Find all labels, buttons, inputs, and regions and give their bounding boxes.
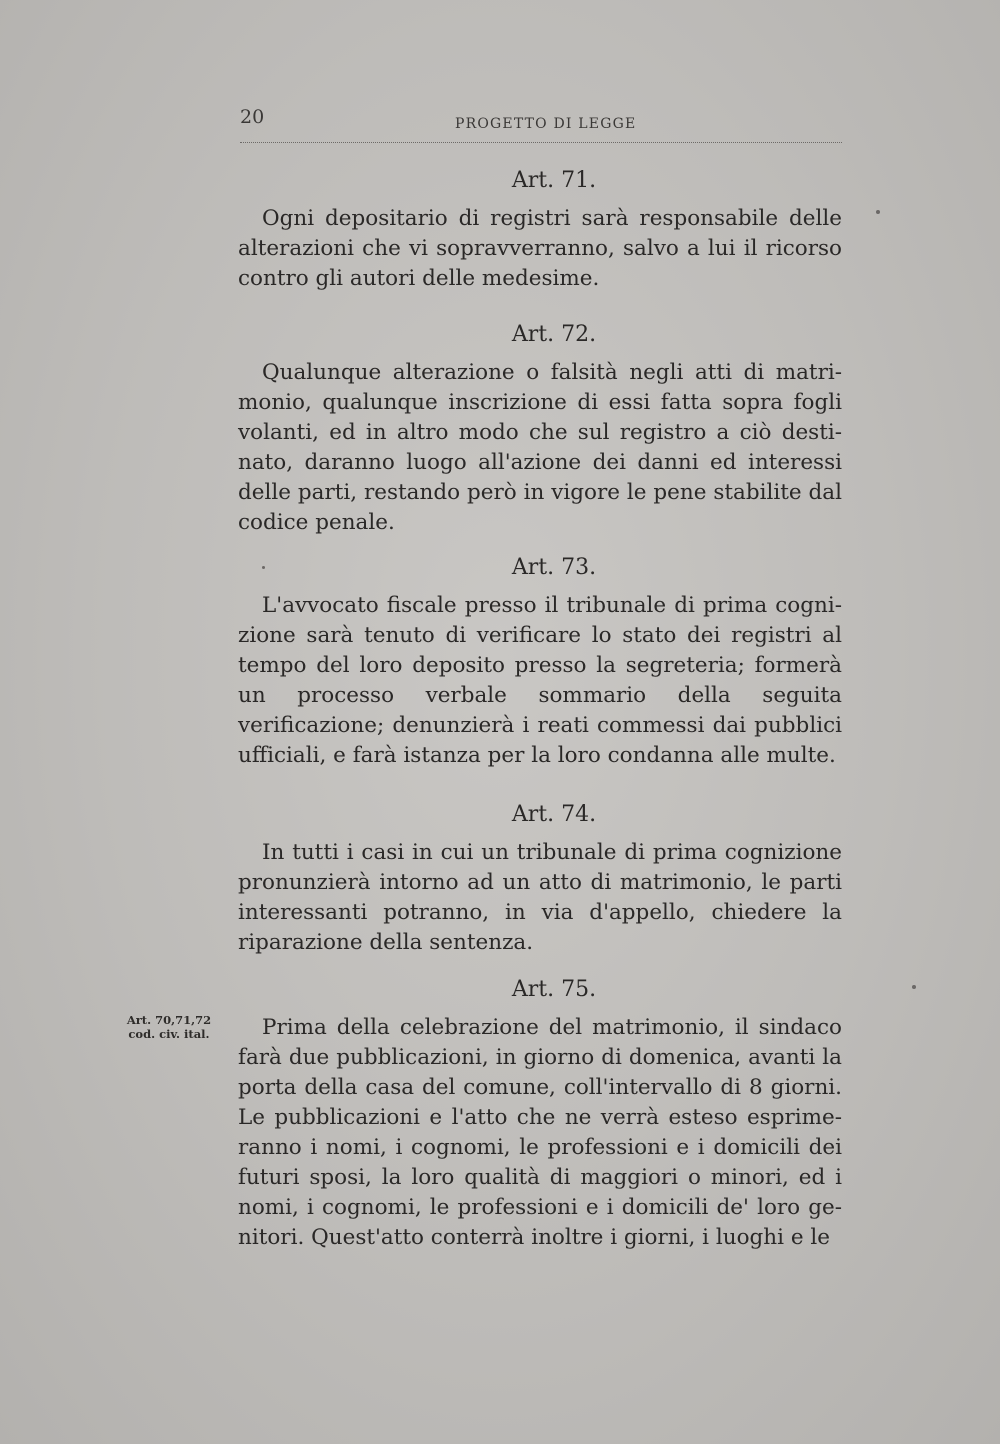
paper-speck bbox=[876, 210, 880, 214]
article-73 bbox=[238, 553, 842, 771]
article-text: L'avvocato fiscale presso il tribunale di prima cognizione sarà tenuto di verificare lo stato dei registri al tempo del loro deposito presso la segreteria; formerà un processo verbale sommario della seguita verificazione; denunzierà i reati commessi dai pubblici ufficiali, e farà istanza per la loro condanna alle multe. bbox=[238, 593, 842, 768]
article-heading: Art. 72. bbox=[511, 322, 597, 347]
article-text: Prima della celebrazione del matrimonio, il sindaco farà due pubblicazioni, in giorno di domenica, avanti la porta della casa del comune, coll'intervallo di 8 giorni. Le pubblicazioni e l'atto che ne verrà esteso esprimeranno i nomi, i cognomi, le professioni e i domicili dei futuri sposi, la loro qualità di maggiori o minori, ed i nomi, i cognomi, le professioni e i domicili de' loro genitori. Quest'atto conterrà inoltre i giorni, i luoghi e le bbox=[238, 1015, 842, 1250]
article-heading: Art. 74. bbox=[511, 802, 597, 827]
margin-note-line: Art. 70,71,72 bbox=[126, 1013, 212, 1027]
article-75 bbox=[238, 975, 842, 1253]
article-heading: Art. 71. bbox=[511, 168, 597, 193]
article-heading: Art. 73. bbox=[511, 555, 597, 580]
running-head-title: PROGETTO DI LEGGE bbox=[455, 116, 637, 132]
article-heading: Art. 75. bbox=[511, 977, 597, 1002]
page-number: 20 bbox=[240, 106, 265, 128]
article-text: Ogni depositario di registri sarà responsabile delle alterazioni che vi sopravverranno, salvo a lui il ricorso contro gli autori delle medesime. bbox=[238, 206, 842, 291]
paper-speck bbox=[262, 566, 265, 569]
article-text: Qualunque alterazione o falsità negli atti di matrimonio, qualunque inscrizione di essi fatta sopra fogli volanti, ed in altro modo che sul registro a ciò destinato, daranno luogo all'azione dei danni ed interessi delle parti, restando però in vigore le pene stabilite dal codice penale. bbox=[238, 360, 842, 535]
running-head bbox=[240, 104, 842, 143]
article-71 bbox=[238, 166, 842, 294]
article-text: In tutti i casi in cui un tribunale di prima cognizione pronunzierà intorno ad un atto di matrimonio, le parti interessanti potranno, in via d'appello, chiedere la riparazione della sentenza. bbox=[238, 840, 842, 955]
margin-note-line: cod. civ. ital. bbox=[128, 1027, 210, 1041]
article-72 bbox=[238, 320, 842, 538]
paper-speck bbox=[912, 985, 916, 989]
margin-note bbox=[112, 1013, 226, 1041]
article-74 bbox=[238, 800, 842, 958]
